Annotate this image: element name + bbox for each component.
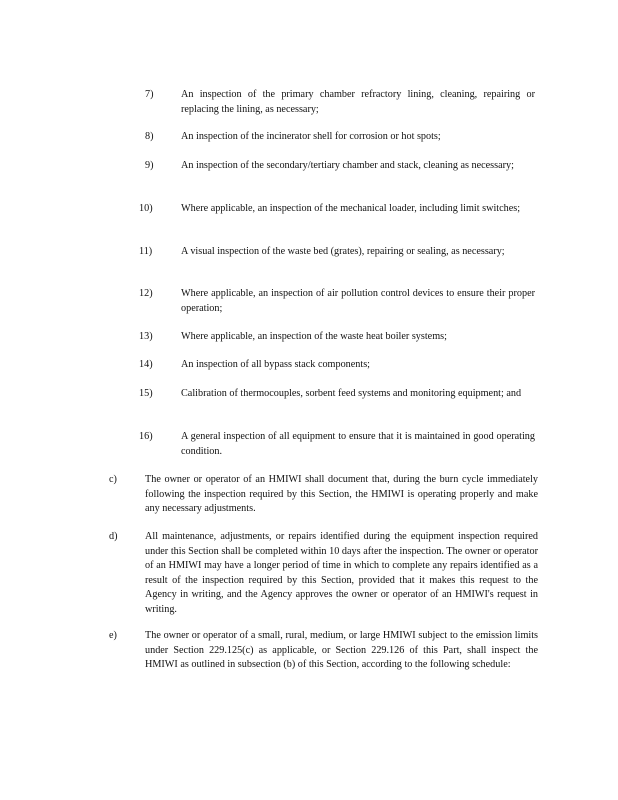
item-text: Where applicable, an inspection of the mechanical loader, including limit switches; (181, 203, 521, 214)
item-number: 16) (139, 431, 153, 442)
subsection-text: The owner or operator of a small, rural, medium, or large HMIWI subject to the emission limits under Section 229.125(c) as applicable, or Section 229.126 of this Part, shall inspect the HMIWI as outlined in subsection (b) of this Section, according to the following schedule: (145, 630, 538, 670)
subsection-letter: e) (109, 630, 117, 641)
item-text: Where applicable, an inspection of the waste heat boiler systems; (181, 331, 447, 342)
item-text: Where applicable, an inspection of air pollution control devices to ensure their proper operation; (181, 288, 535, 314)
item-text: Calibration of thermocouples, sorbent feed systems and monitoring equipment; and (181, 388, 522, 399)
item-number: 13) (139, 331, 153, 342)
item-number: 9) (145, 160, 154, 171)
item-number: 14) (139, 359, 153, 370)
subsection-letter: c) (109, 474, 117, 485)
subsection-text: All maintenance, adjustments, or repairs identified during the equipment inspection required under this Section shall be completed within 10 days after the inspection. The owner or operator of an HMIWI may have a longer period of time in which to complete any repairs identified as a result of the inspection required by this Section, provided that it makes this request to the Agency in writing, and the Agency approves the owner or operator of an HMIWI's request in writing. (145, 531, 538, 615)
item-text: An inspection of the primary chamber refractory lining, cleaning, repairing or replacing the lining, as necessary; (181, 89, 535, 115)
item-number: 11) (139, 246, 153, 257)
item-text: An inspection of the secondary/tertiary chamber and stack, cleaning as necessary; (181, 160, 514, 171)
item-text: An inspection of all bypass stack components; (181, 359, 371, 370)
item-number: 15) (139, 388, 153, 399)
item-number: 7) (145, 89, 154, 100)
item-number: 10) (139, 203, 153, 214)
item-text: An inspection of the incinerator shell for corrosion or hot spots; (181, 131, 441, 142)
item-text: A general inspection of all equipment to ensure that it is maintained in good operating condition. (181, 431, 535, 457)
subsection-text: The owner or operator of an HMIWI shall document that, during the burn cycle immediately following the inspection required by this Section, the HMIWI is operating properly and make any necessary adjustments. (145, 474, 538, 514)
item-text: A visual inspection of the waste bed (grates), repairing or sealing, as necessary; (181, 246, 505, 257)
subsection-letter: d) (109, 531, 118, 542)
item-number: 12) (139, 288, 153, 299)
item-number: 8) (145, 131, 154, 142)
